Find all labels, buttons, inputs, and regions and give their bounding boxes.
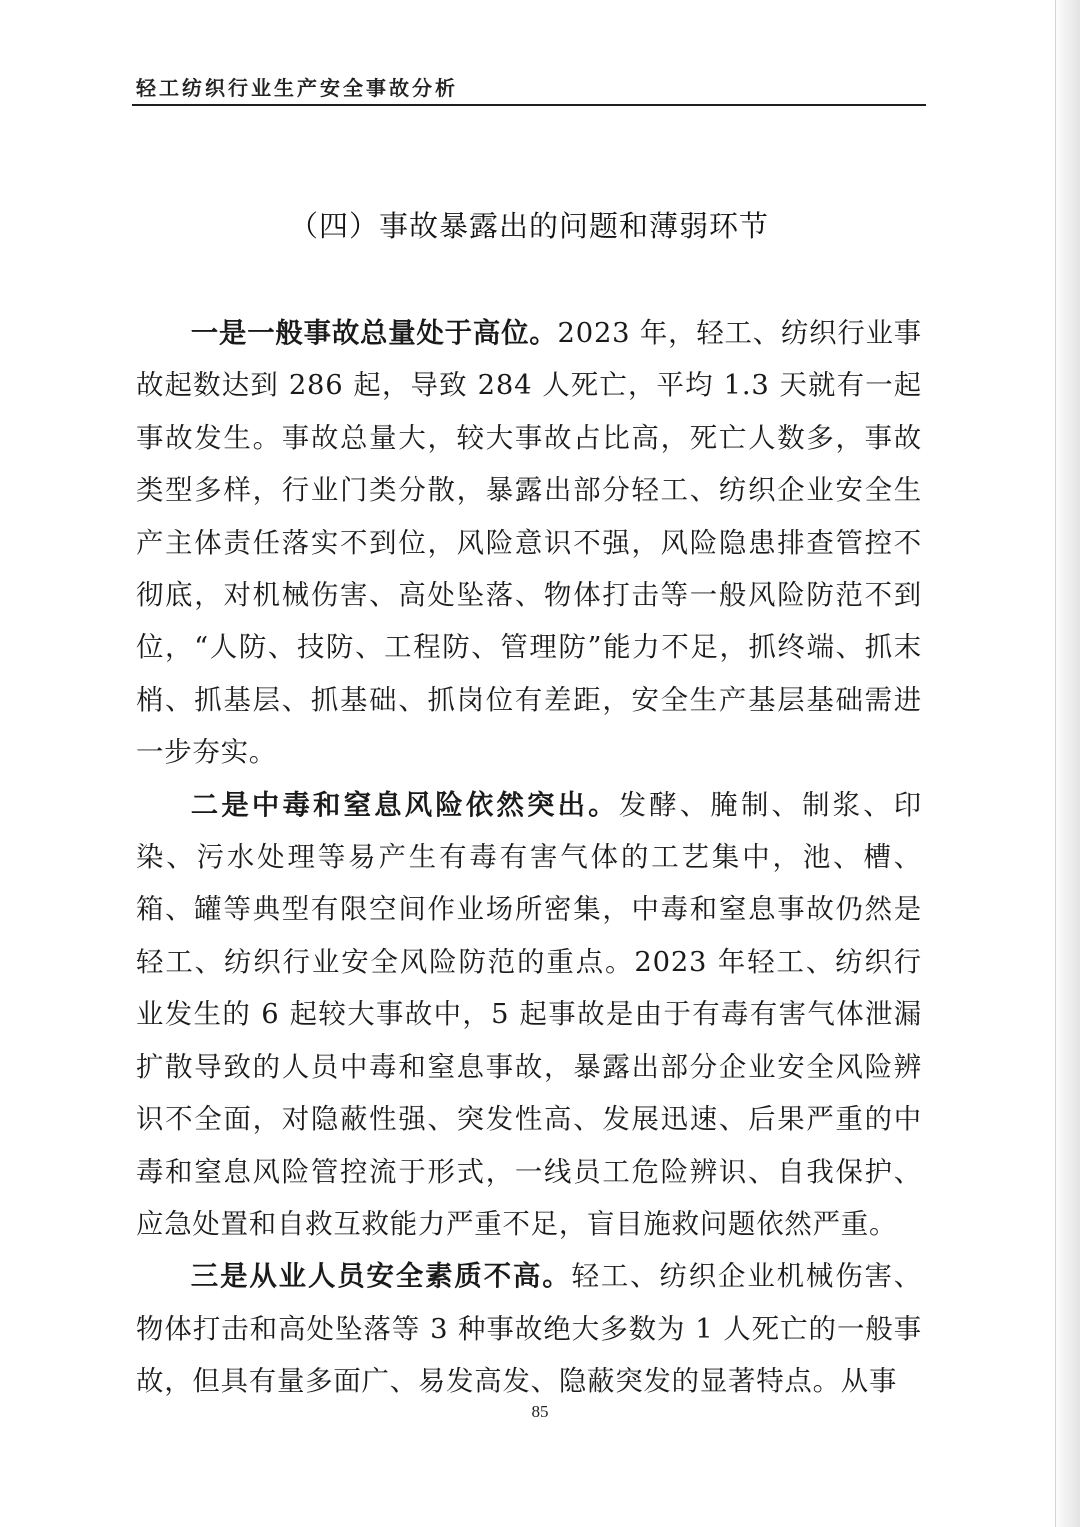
scan-edge-line [1055,0,1056,1527]
scan-page-edge [1054,0,1080,1527]
paragraph-text: 轻工、纺织企业机械伤害、物体打击和高处坠落等 3 种事故绝大多数为 1 人死亡的一般事故，但具有量多面广、易发高发、隐蔽突发的显著特点。从事 [136,1261,922,1398]
running-header: 轻工纺织行业生产安全事故分析 [136,76,458,100]
paragraph-worker-safety-quality [136,1251,922,1408]
header-rule [132,104,926,106]
paragraph-lead: 一是一般事故总量处于高位。 [190,318,558,349]
paragraph-text: 2023 年，轻工、纺织行业事故起数达到 286 起，导致 284 人死亡，平均 1.3 天就有一起事故发生。事故总量大，较大事故占比高，死亡人数多，事故类型多样，行业门类分散，暴露出部分轻工、纺织企业安全生产主体责任落实不到位，风险意识不强，风险隐患排查管控不彻底，对机械伤害、高处坠落、物体打击等一般风险防范不到位，“人防、技防、工程防、管理防”能力不足，抓终端、抓末梢、抓基层、抓基础、抓岗位有差距，安全生产基层基础需进一步夯实。 [136,318,922,769]
paragraph-poisoning-risk [136,780,922,1252]
body-text [136,308,922,1409]
paragraph-lead: 二是中毒和窒息风险依然突出。 [190,789,619,821]
page-number: 85 [531,1402,549,1421]
paragraph-text: 发酵、腌制、制浆、印染、污水处理等易产生有毒有害气体的工艺集中，池、槽、箱、罐等典型有限空间作业场所密集，中毒和窒息事故仍然是轻工、纺织行业安全风险防范的重点。2023 年轻工、纺织行业发生的 6 起较大事故中，5 起事故是由于有毒有害气体泄漏扩散导致的人员中毒和窒息事故，暴露出部分企业安全风险辨识不全面，对隐蔽性强、突发性高、发展迅速、后果严重的中毒和窒息风险管控流于形式，一线员工危险辨识、自我保护、应急处置和自救互救能力严重不足，盲目施救问题依然严重。 [136,789,922,1240]
section-heading: （四）事故暴露出的问题和薄弱环节 [288,209,769,243]
paragraph-lead: 三是从业人员安全素质不高。 [190,1261,572,1293]
paragraph-general-accidents [136,308,922,780]
